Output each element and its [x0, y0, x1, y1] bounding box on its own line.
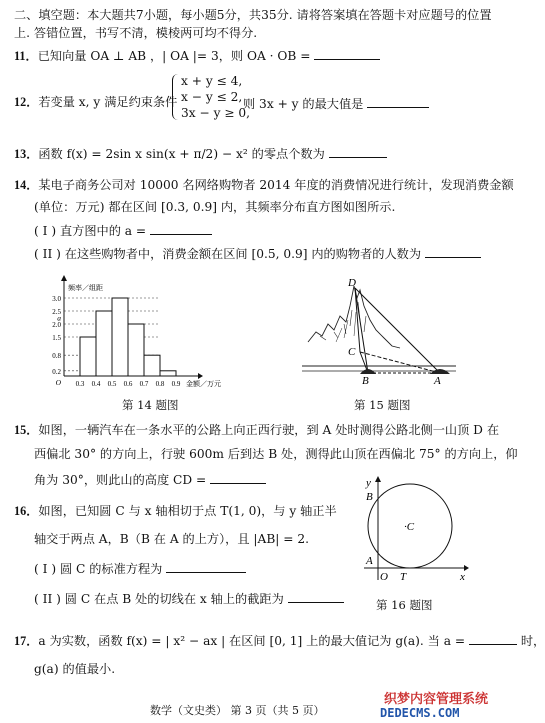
label-y: y — [366, 477, 371, 489]
question-17-line2: g(a) 的值最小. — [34, 662, 116, 676]
watermark-url: DEDECMS.COM — [380, 706, 460, 720]
answer-blank[interactable] — [210, 471, 266, 484]
segment-DB — [355, 288, 368, 373]
y-tick-label: 2.5 — [52, 308, 61, 316]
circle-figure — [356, 476, 472, 584]
question-number: 13． — [14, 147, 39, 161]
car-B-icon — [360, 369, 376, 374]
label-A: A — [366, 555, 373, 567]
question-text: 函数 f(x) = 2sin x sin(x + π/2) − x² 的零点个数为 — [38, 147, 325, 161]
answer-blank[interactable] — [367, 95, 429, 108]
label-A: A — [434, 375, 441, 387]
y-tick-label: 3.0 — [52, 295, 61, 303]
question-text: ( II ) 圆 C 在点 B 处的切线在 x 轴上的截距为 — [34, 592, 284, 606]
y-tick-label: 0.2 — [52, 367, 61, 376]
question-text: ( I ) 直方图中的 a = — [34, 224, 147, 238]
x-tick-label: 0.6 — [123, 380, 133, 388]
y-axis-arrow-icon — [61, 275, 67, 281]
x-tick-label: 0.4 — [91, 380, 101, 388]
origin-label: O — [55, 378, 61, 387]
question-15-line3 — [34, 471, 266, 488]
question-12-tail — [243, 95, 429, 112]
constraint-3: 3x − y ≥ 0, — [181, 106, 251, 120]
y-axis-label: 频率／组距 — [68, 284, 103, 292]
segment-DA — [355, 288, 440, 373]
question-number: 15． — [14, 423, 39, 437]
section-heading: 二、填空题：本大题共7小题，每小题5分，共35分. 请将答案填在答题卡对应题号的位置上. 答错位置，书写不清，模棱两可均不得分. — [14, 8, 492, 40]
question-text: 时， — [520, 634, 545, 648]
constraint-system — [172, 74, 251, 124]
mountain-figure — [300, 276, 458, 388]
question-text: 若变量 x, y 满足约束条件 — [38, 95, 178, 109]
question-text: ( II ) 在这些购物者中，消费金额在区间 [0.5, 0.9] 内的购物者的人数为 — [34, 247, 422, 261]
label-C: ·C — [404, 521, 415, 533]
x-tick-label: 0.3 — [75, 380, 85, 388]
answer-blank[interactable] — [150, 222, 212, 235]
mountain-sketch — [308, 286, 400, 348]
constraint-2: x − y ≤ 2, — [181, 90, 243, 104]
label-x: x — [460, 571, 465, 583]
y-tick-label: 2.0 — [52, 321, 61, 329]
histogram-bar — [160, 371, 176, 376]
question-number: 16． — [14, 504, 39, 518]
question-14-line1 — [14, 178, 514, 193]
question-12 — [14, 95, 177, 110]
y-axis-arrow-icon — [375, 476, 381, 482]
brace — [172, 74, 179, 120]
question-14-line3 — [34, 222, 212, 239]
question-11 — [14, 47, 380, 64]
x-tick-label: 0.8 — [155, 380, 165, 388]
question-text: 已知向量 OA ⊥ AB ，| OA |= 3，则 OA · OB = — [37, 49, 311, 63]
watermark-text: 织梦内容管理系统 — [384, 692, 489, 707]
car-A-icon — [430, 369, 450, 374]
question-16-line4 — [34, 590, 344, 607]
question-text: 某电子商务公司对 10000 名网络购物者 2014 年度的消费情况进行统计，发现消费金额 — [38, 178, 514, 192]
answer-blank[interactable] — [329, 145, 387, 158]
page-footer: 数学（文史类） 第 3 页（共 5 页） — [150, 704, 325, 717]
label-B: B — [366, 491, 373, 503]
question-15-line1 — [14, 423, 499, 438]
histogram-bar — [96, 311, 112, 376]
segment-CA — [360, 352, 440, 373]
question-14-line2: (单位：万元) 都在区间 [0.3, 0.9] 内，其频率分布直方图如图所示. — [34, 200, 396, 214]
figure-15-caption: 第 15 题图 — [354, 398, 411, 412]
question-number: 11． — [14, 49, 38, 63]
y-tick-label: 1.5 — [52, 334, 61, 342]
question-16-line1 — [14, 504, 337, 519]
answer-blank[interactable] — [425, 245, 481, 258]
question-13 — [14, 145, 387, 162]
question-text: 如图，一辆汽车在一条水平的公路上向正西行驶，到 A 处时测得公路北侧一山顶 D 在 — [38, 423, 500, 437]
figure-16-caption: 第 16 题图 — [376, 598, 433, 612]
answer-blank[interactable] — [288, 590, 344, 603]
histogram-bar — [112, 298, 128, 376]
question-17-line1 — [14, 632, 545, 649]
label-O: O — [380, 571, 388, 583]
x-tick-label: 0.9 — [171, 380, 181, 388]
question-number: 17． — [14, 634, 39, 648]
question-text: a 为实数，函数 f(x) = | x² − ax | 在区间 [0, 1] 上的最大值记为 g(a). 当 a = — [38, 634, 466, 648]
question-text: 角为 30°，则此山的高度 CD = — [34, 473, 207, 487]
question-number: 12． — [14, 95, 39, 109]
y-tick-label-a: a — [57, 313, 61, 323]
question-15-line2: 西偏北 30° 的方向上，行驶 600m 后到达 B 处，测得此山顶在西偏北 75° 的方向上，仰 — [34, 447, 518, 461]
x-axis-label: 金额／万元 — [186, 380, 221, 388]
x-axis-arrow-icon — [198, 373, 203, 379]
x-tick-label: 0.7 — [139, 380, 149, 388]
answer-blank[interactable] — [469, 632, 517, 645]
question-14-line4 — [34, 245, 481, 262]
histogram-bar — [128, 324, 144, 376]
x-tick-label: 0.5 — [107, 380, 117, 388]
question-text: 则 3x + y 的最大值是 — [243, 97, 364, 111]
label-D: D — [348, 277, 356, 289]
question-16-line2: 轴交于两点 A，B（B 在 A 的上方），且 |AB| = 2. — [34, 532, 309, 546]
answer-blank[interactable] — [166, 560, 246, 573]
histogram-bar — [80, 337, 96, 376]
label-T: T — [400, 571, 407, 583]
question-16-line3 — [34, 560, 246, 577]
label-C: C — [348, 346, 356, 358]
question-text: 如图，已知圆 C 与 x 轴相切于点 T(1, 0)，与 y 轴正半 — [38, 504, 337, 518]
figure-14-caption: 第 14 题图 — [122, 398, 179, 412]
constraint-1: x + y ≤ 4, — [181, 74, 243, 88]
question-text: ( I ) 圆 C 的标准方程为 — [34, 562, 163, 576]
label-B: B — [362, 375, 369, 387]
histogram-figure — [30, 280, 270, 398]
histogram-bar — [144, 355, 160, 376]
answer-blank[interactable] — [314, 47, 380, 60]
y-tick-label: 0.8 — [52, 352, 61, 361]
question-number: 14． — [14, 178, 39, 192]
